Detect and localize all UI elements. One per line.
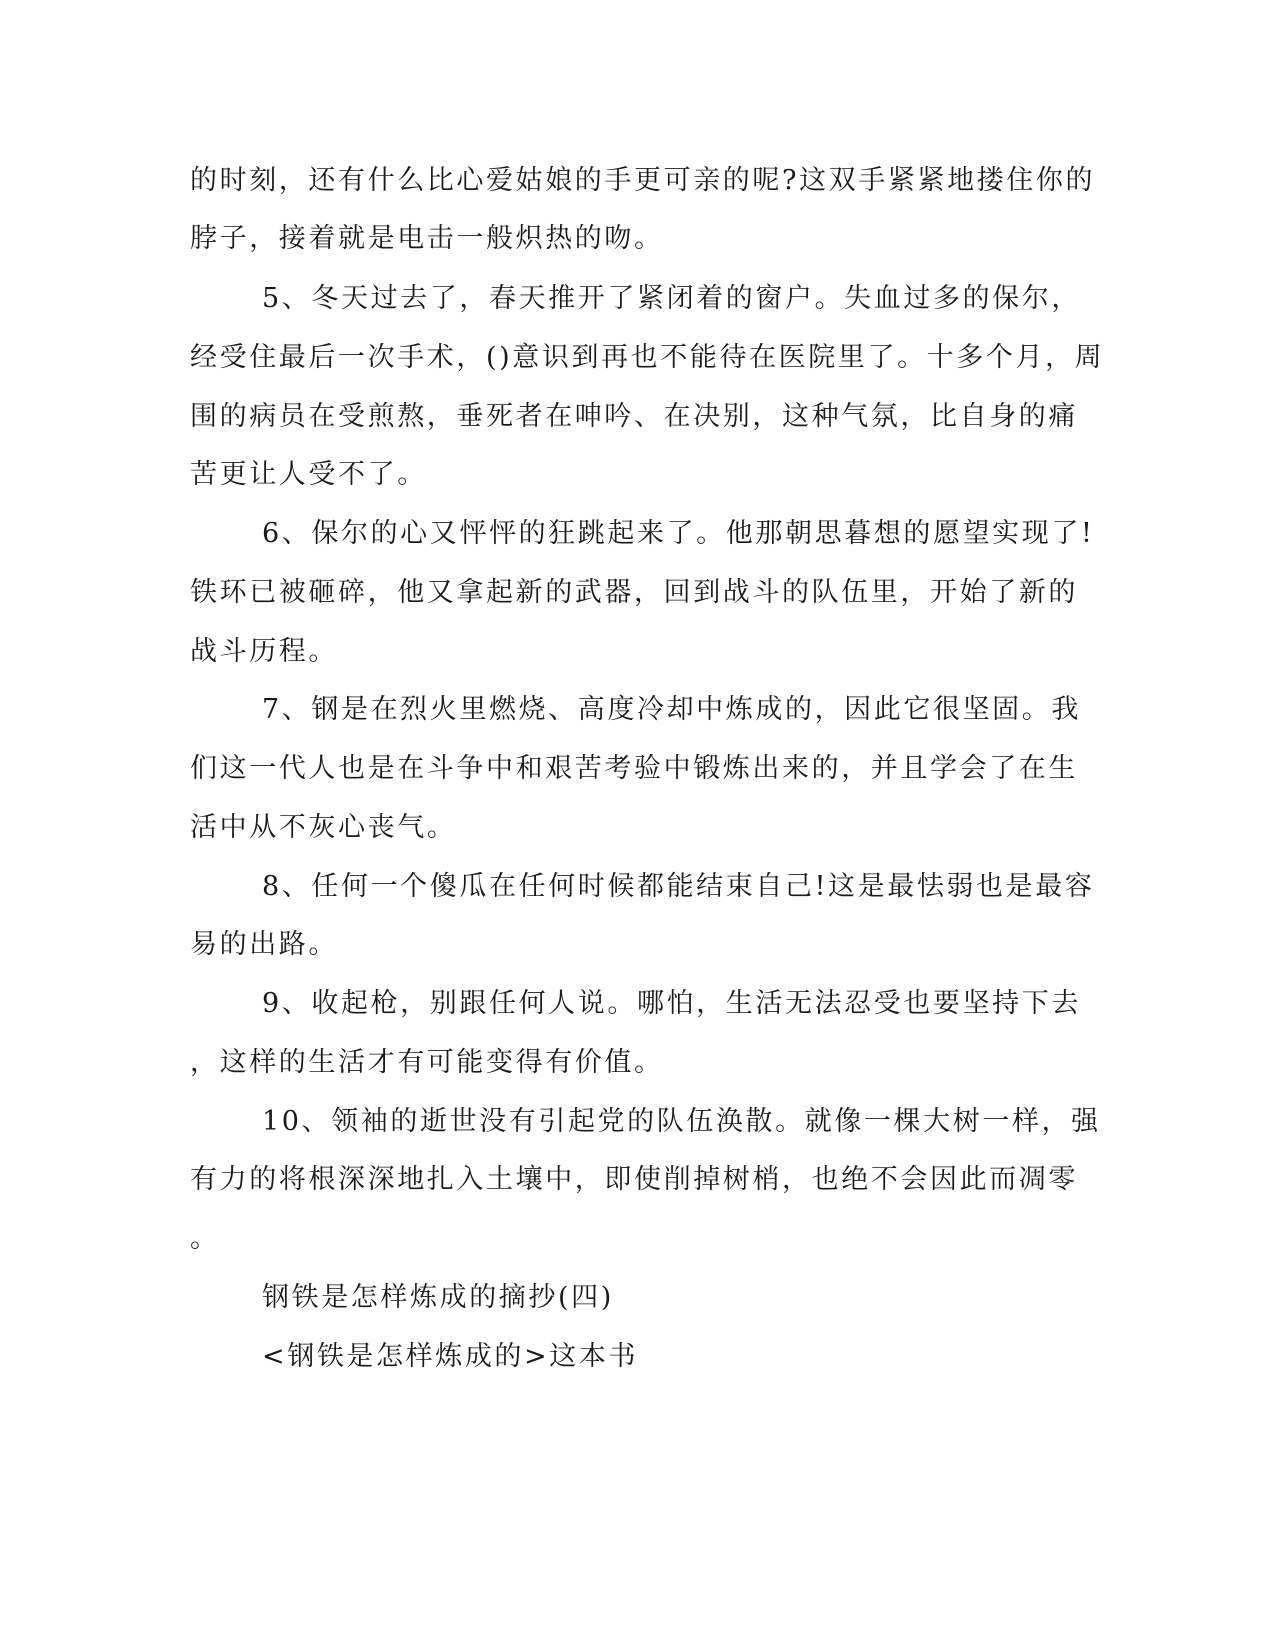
paragraph-10-start: 10、领袖的逝世没有引起党的队伍涣散。就像一棵大树一样，强 [262,1106,1101,1137]
paragraph-6-start: 6、保尔的心又怦怦的狂跳起来了。他那朝思暮想的愿望实现了! [262,518,1095,549]
text-line: 经受住最后一次手术，()意识到再也不能待在医院里了。十多个月，周 [190,342,1105,373]
paragraph-8-start: 8、任何一个傻瓜在任何时候都能结束自己!这是最怯弱也是最容 [262,871,1095,902]
text-line: ，这样的生活才有可能变得有价值。 [190,1047,664,1078]
text-line: 战斗历程。 [190,636,338,667]
paragraph-5-start: 5、冬天过去了，春天推开了紧闭着的窗户。失血过多的保尔， [262,283,1081,314]
text-line: 铁环已被砸碎，他又拿起新的武器，回到战斗的队伍里，开始了新的 [190,577,1078,608]
text-line: 活中从不灰心丧气。 [190,812,457,843]
section-intro: <钢铁是怎样炼成的>这本书 [262,1341,639,1372]
text-line: 苦更让人受不了。 [190,459,427,490]
text-line: 们这一代人也是在斗争中和艰苦考验中锻炼出来的，并且学会了在生 [190,753,1078,784]
paragraph-7-start: 7、钢是在烈火里燃烧、高度冷却中炼成的，因此它很坚固。我 [262,694,1081,725]
paragraph-9-start: 9、收起枪，别跟任何人说。哪怕，生活无法忍受也要坚持下去 [262,988,1081,1019]
text-line: 有力的将根深深地扎入土壤中，即使削掉树梢，也绝不会因此而凋零 [190,1164,1078,1195]
text-line: 围的病员在受煎熬，垂死者在呻吟、在决别，这种气氛，比自身的痛 [190,401,1078,432]
text-line: 脖子，接着就是电击一般炽热的吻。 [190,223,664,254]
text-line: 。 [190,1223,220,1254]
text-line: 的时刻，还有什么比心爱姑娘的手更可亲的呢?这双手紧紧地搂住你的 [190,165,1096,196]
text-line: 易的出路。 [190,929,338,960]
section-heading: 钢铁是怎样炼成的摘抄(四) [262,1282,614,1313]
